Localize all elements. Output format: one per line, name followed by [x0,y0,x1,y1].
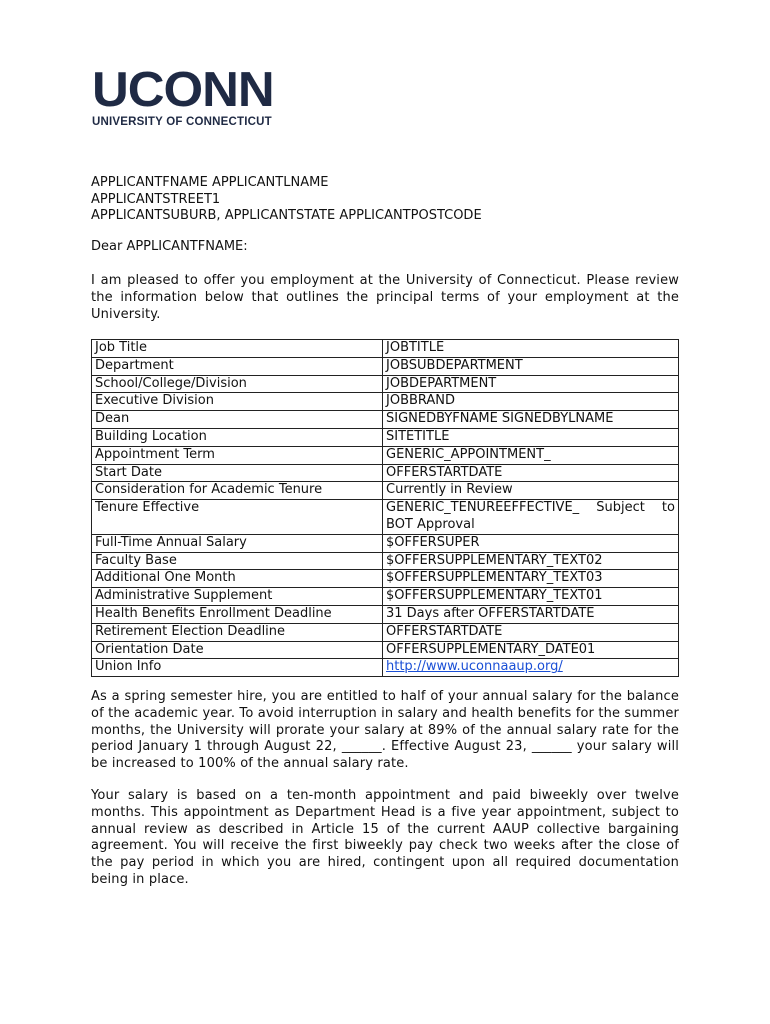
term-value: JOBBRAND [383,393,679,411]
term-label: Faculty Base [92,552,383,570]
term-value: GENERIC_TENUREEFFECTIVE_ Subject to BOT Approval [383,500,679,535]
address-line-street: APPLICANTSTREET1 [91,191,221,207]
table-row [92,464,679,482]
logo-wordmark: UCONN [92,63,274,117]
salary-paragraph: Your salary is based on a ten-month appointment and paid biweekly over twelve months. This appointment as Department Head is a five year appointment, subject to annual review as described in Article 15 of the current AAUP collective bargaining agreement. You will receive the first biweekly pay check two weeks after the close of the pay period in which you are hired, contingent upon all required documentation being in place. [91,788,679,887]
table-row [92,659,679,677]
term-value: Currently in Review [383,482,679,500]
term-label: Building Location [92,428,383,446]
term-label: Health Benefits Enrollment Deadline [92,605,383,623]
employment-terms-table [91,339,679,677]
salutation: Dear APPLICANTFNAME: [91,239,248,254]
intro-paragraph: I am pleased to offer you employment at the University of Connecticut. Please review the information below that outlines the principal terms of your employment at the University. [91,273,679,322]
table-row [92,588,679,606]
term-value: JOBDEPARTMENT [383,375,679,393]
table-row [92,641,679,659]
table-row [92,357,679,375]
table-row [92,340,679,358]
term-label: Orientation Date [92,641,383,659]
table-row [92,393,679,411]
term-label: Dean [92,411,383,429]
table-row [92,428,679,446]
table-row [92,482,679,500]
table-row [92,500,679,535]
term-label: Executive Division [92,393,383,411]
term-value: SIGNEDBYFNAME SIGNEDBYLNAME [383,411,679,429]
union-info-link[interactable]: http://www.uconnaaup.org/ [386,659,563,675]
spring-hire-paragraph: As a spring semester hire, you are entitled to half of your annual salary for the balance of the academic year. To avoid interruption in salary and health benefits for the summer months, the University will prorate your salary at 89% of the annual salary rate for the period January 1 through August 22, ______. Effective August 23, ______ your salary will be increased to 100% of the annual salary rate. [91,689,679,772]
term-label: Appointment Term [92,446,383,464]
recipient-address [91,175,482,225]
term-label: Job Title [92,340,383,358]
term-label: Union Info [92,659,383,677]
term-value: $OFFERSUPER [383,534,679,552]
address-line-name: APPLICANTFNAME APPLICANTLNAME [91,175,329,190]
term-label: Start Date [92,464,383,482]
table-row [92,375,679,393]
term-label: Full-Time Annual Salary [92,534,383,552]
table-row [92,534,679,552]
table-row [92,411,679,429]
uconn-logo [92,63,284,128]
term-value: $OFFERSUPPLEMENTARY_TEXT02 [383,552,679,570]
logo-subtitle: UNIVERSITY OF CONNECTICUT [92,116,272,128]
term-value: JOBTITLE [383,340,679,358]
term-label: Department [92,357,383,375]
term-label: Additional One Month [92,570,383,588]
term-value: GENERIC_APPOINTMENT_ [383,446,679,464]
term-value [383,659,679,677]
term-value: JOBSUBDEPARTMENT [383,357,679,375]
term-label: Consideration for Academic Tenure [92,482,383,500]
term-value: OFFERSUPPLEMENTARY_DATE01 [383,641,679,659]
address-line-city: APPLICANTSUBURB, APPLICANTSTATE APPLICANTPOSTCODE [91,208,482,223]
term-label: Administrative Supplement [92,588,383,606]
term-value: 31 Days after OFFERSTARTDATE [383,605,679,623]
term-label: School/College/Division [92,375,383,393]
table-row [92,570,679,588]
term-value: $OFFERSUPPLEMENTARY_TEXT03 [383,570,679,588]
table-row [92,605,679,623]
term-value: SITETITLE [383,428,679,446]
term-value: $OFFERSUPPLEMENTARY_TEXT01 [383,588,679,606]
term-label: Retirement Election Deadline [92,623,383,641]
term-value: OFFERSTARTDATE [383,623,679,641]
table-row [92,552,679,570]
table-row [92,446,679,464]
term-label: Tenure Effective [92,500,383,535]
term-value: OFFERSTARTDATE [383,464,679,482]
table-row [92,623,679,641]
